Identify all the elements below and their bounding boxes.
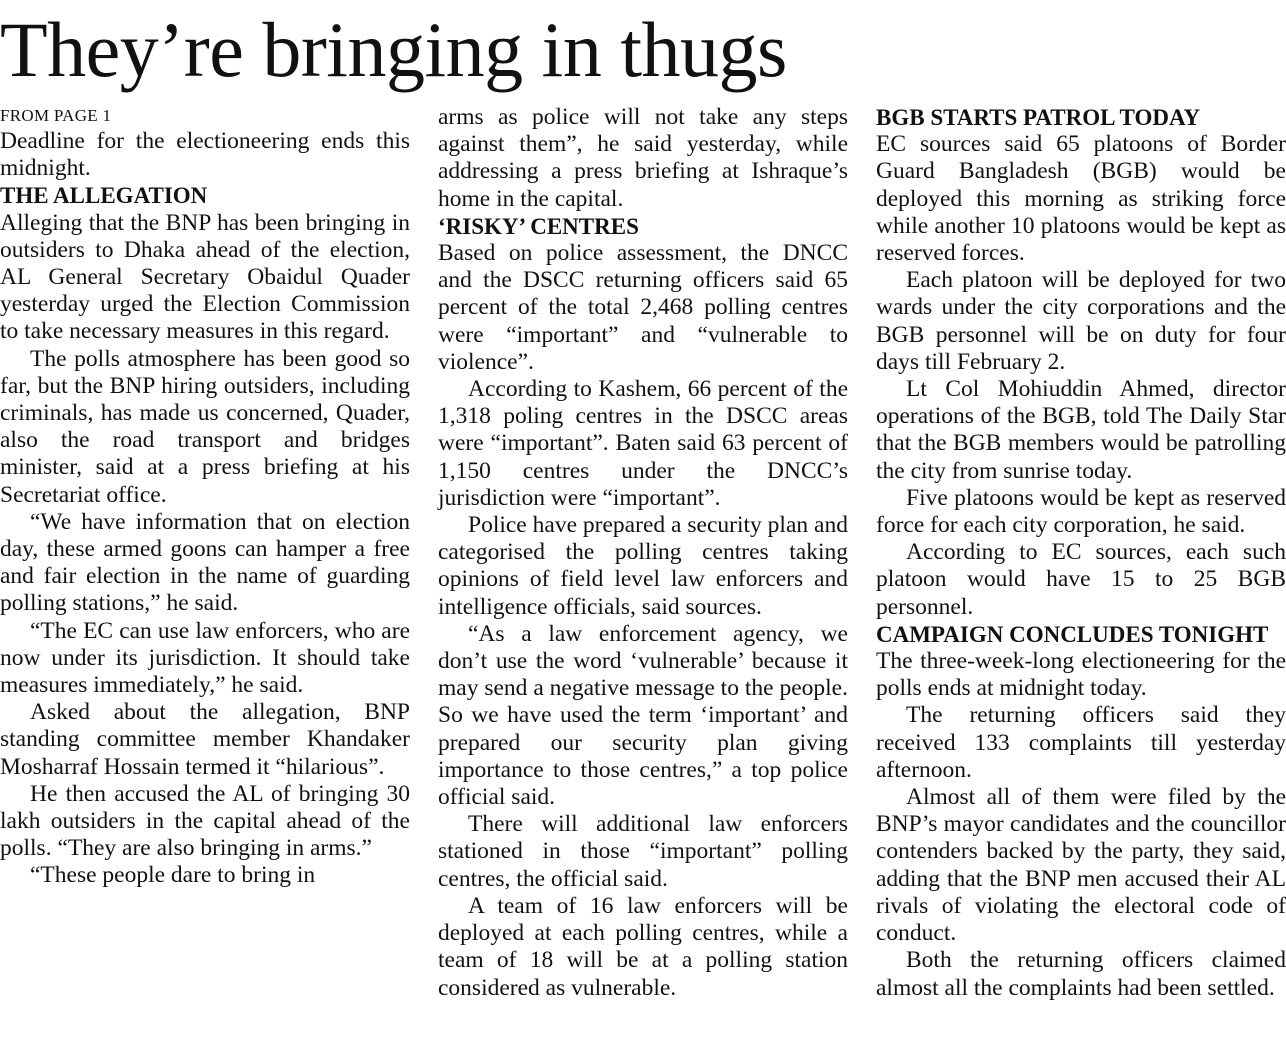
paragraph: Alleging that the BNP has been bringing in outsiders to Dhaka ahead of the election, AL General Secretary Obaidul Quader yesterday urged the Election Commission to take necessary measures in this regard. [0,209,410,345]
paragraph: EC sources said 65 platoons of Border Guard Bangladesh (BGB) would be deployed this morning as striking force while another 10 platoons would be kept as reserved forces. [876,131,1286,267]
headline: They’re bringing in thugs [0,6,787,93]
paragraph: Five platoons would be kept as reserved force for each city corporation, he said. [876,484,1286,539]
paragraph: Each platoon will be deployed for two wards under the city corporations and the BGB personnel will be on duty for four days till February 2. [876,267,1286,375]
paragraph: The returning officers said they received 133 complaints till yesterday afternoon. [876,702,1286,783]
paragraph: arms as police will not take any steps against them”, he said yesterday, while addressing a press briefing at Ishraque’s home in the capital. [438,104,848,212]
paragraph: A team of 16 law enforcers will be deployed at each polling centres, while a team of 18 will be at a polling station considered as vulnerable. [438,892,848,1001]
paragraph: “The EC can use law enforcers, who are now under its jurisdiction. It should take measures immediately,” he said. [0,617,410,699]
article-column-3 [876,104,1286,1002]
paragraph: Asked about the allegation, BNP standing committee member Khandaker Mosharraf Hossain termed it “hilarious”. [0,699,410,780]
paragraph: Both the returning officers claimed almost all the complaints had been settled. [876,947,1286,1001]
paragraph: According to EC sources, each such platoon would have 15 to 25 BGB personnel. [876,539,1286,620]
article-column-2 [438,104,848,1002]
paragraph: Lt Col Mohiuddin Ahmed, director operations of the BGB, told The Daily Star that the BGB members would be patrolling the city from sunrise today. [876,376,1286,484]
paragraph: He then accused the AL of bringing 30 lakh outsiders in the capital ahead of the polls. “They are also bringing in arms.” [0,780,410,862]
jump-line: FROM PAGE 1 [0,106,112,125]
paragraph: The three-week-long electioneering for the polls ends at midnight today. [876,648,1286,702]
paragraph: There will additional law enforcers stationed in those “important” polling centres, the official said. [438,811,848,892]
paragraph: Police have prepared a security plan and categorised the polling centres taking opinions of field level law enforcers and intelligence officials, said sources. [438,512,848,620]
subhead: ‘RISKY’ CENTRES [438,213,639,239]
paragraph: Almost all of them were filed by the BNP’s mayor candidates and the councillor contenders backed by the party, they said, adding that the BNP men accused their AL rivals of violating the electoral code of conduct. [876,784,1286,947]
paragraph: Deadline for the electioneering ends this midnight. [0,128,410,182]
paragraph: Based on police assessment, the DNCC and the DSCC returning officers said 65 percent of the total 2,468 polling centres were “important” and “vulnerable to violence”. [438,240,848,375]
paragraph: “We have information that on election day, these armed goons can hamper a free and fair election in the name of guarding polling stations,” he said. [0,508,410,617]
article-column-1 [0,104,410,890]
paragraph: “These people dare to bring in [30,862,316,889]
paragraph: According to Kashem, 66 percent of the 1,318 poling centres in the DSCC areas were “important”. Baten said 63 percent of 1,150 centres under the DNCC’s jurisdiction were “important”. [438,376,848,511]
paragraph: “As a law enforcement agency, we don’t use the word ‘vulnerable’ because it may send a negative message to the people. So we have used the term ‘important’ and prepared our security plan giving importance to those centres,” a top police official said. [438,620,848,811]
subhead: THE ALLEGATION [0,183,208,209]
subhead: BGB STARTS PATROL TODAY [876,105,1201,130]
paragraph: The polls atmosphere has been good so far, but the BNP hiring outsiders, including criminals, has made us concerned, Quader, also the road transport and bridges minister, said at a press briefing at his Secretariat office. [0,345,410,508]
subhead: CAMPAIGN CONCLUDES TONIGHT [876,621,1269,647]
